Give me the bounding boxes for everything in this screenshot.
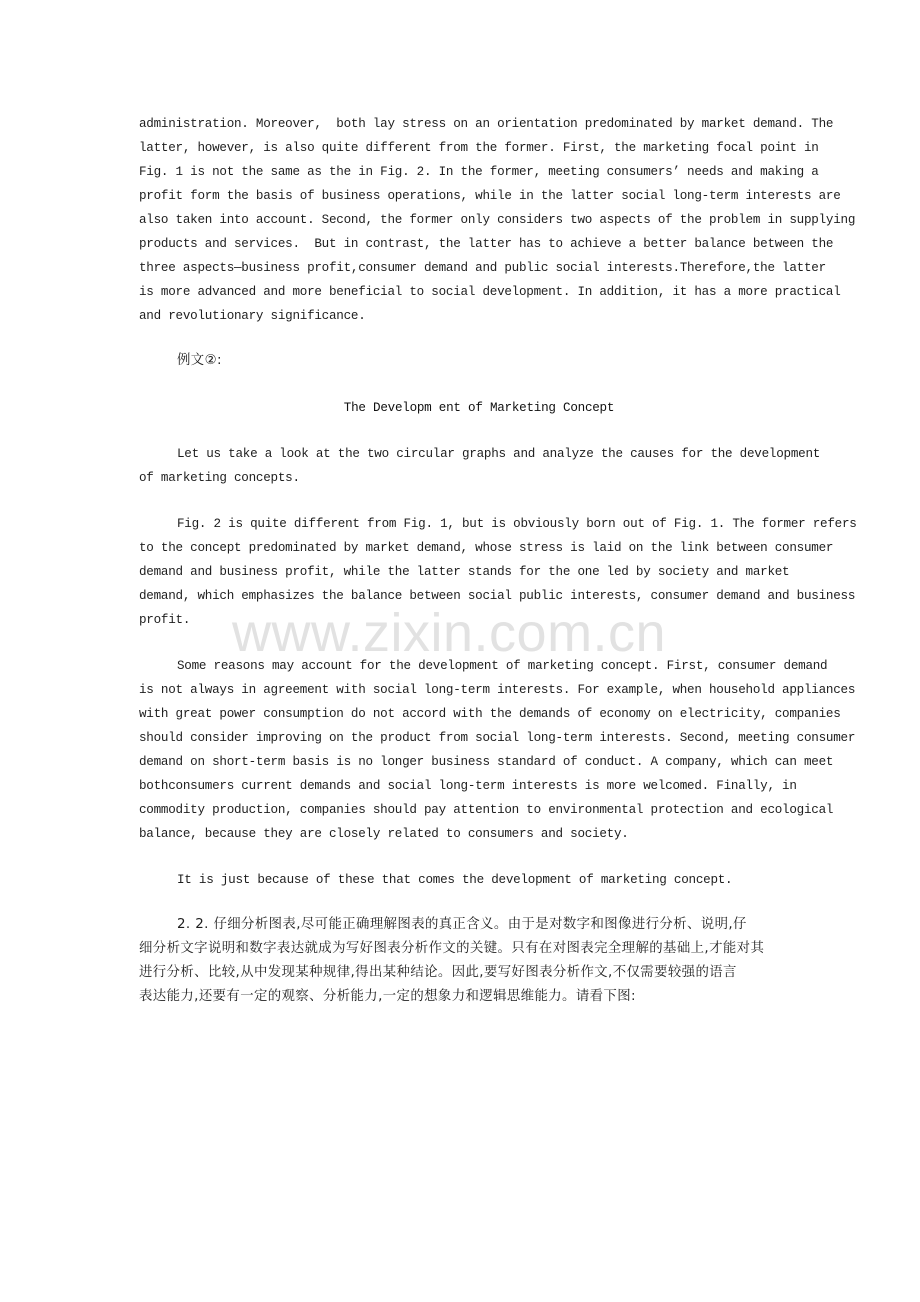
- example-label: 例文②:: [177, 353, 222, 368]
- text-line: to the concept predominated by market demand, whose stress is laid on the link between consumer: [139, 541, 834, 555]
- text-line: also taken into account. Second, the former only considers two aspects of the problem in supplying: [139, 213, 856, 227]
- text-line: is more advanced and more beneficial to social development. In addition, it has a more practical: [139, 285, 841, 299]
- text-line: and revolutionary significance.: [139, 309, 366, 323]
- text-line: commodity production, companies should pay attention to environmental protection and ecological: [139, 803, 834, 817]
- text-line: It is just because of these that comes the development of marketing concept.: [177, 873, 733, 887]
- text-line: Fig. 1 is not the same as the in Fig. 2. In the former, meeting consumers’ needs and making a: [139, 165, 819, 179]
- text-line: demand on short-term basis is no longer business standard of conduct. A company, which can meet: [139, 755, 834, 769]
- text-line: Fig. 2 is quite different from Fig. 1, but is obviously born out of Fig. 1. The former refers: [177, 517, 857, 531]
- watermark: www.zixin.com.cn: [232, 603, 667, 663]
- essay-title: The Developm ent of Marketing Concept: [343, 401, 615, 415]
- text-line: Let us take a look at the two circular graphs and analyze the causes for the development: [177, 447, 821, 461]
- text-line: profit form the basis of business operations, while in the latter social long-term interests are: [139, 189, 841, 203]
- text-line: latter, however, is also quite different from the former. First, the marketing focal point in: [139, 141, 819, 155]
- text-line: 细分析文字说明和数字表达就成为写好图表分析作文的关键。只有在对图表完全理解的基础上,才能对其: [139, 941, 765, 956]
- text-line: administration. Moreover, both lay stress on an orientation predominated by market demand. The: [139, 117, 834, 131]
- text-line: bothconsumers current demands and social long-term interests is more welcomed. Finally, in: [139, 779, 797, 793]
- text-line: with great power consumption do not accord with the demands of economy on electricity, companies: [139, 707, 841, 721]
- text-line: three aspects—business profit,consumer demand and public social interests.Therefore,the latter: [139, 261, 826, 275]
- text-line: demand, which emphasizes the balance between social public interests, consumer demand and business: [139, 589, 856, 603]
- text-line: 表达能力,还要有一定的观察、分析能力,一定的想象力和逻辑思维能力。请看下图:: [139, 989, 636, 1004]
- text-line: Some reasons may account for the development of marketing concept. First, consumer demand: [177, 659, 828, 673]
- text-line: 2. 2. 仔细分析图表,尽可能正确理解图表的真正含义。由于是对数字和图像进行分析、说明,仔: [177, 917, 747, 932]
- text-line: profit.: [139, 613, 191, 627]
- text-line: products and services. But in contrast, the latter has to achieve a better balance between the: [139, 237, 834, 251]
- text-line: demand and business profit, while the latter stands for the one led by society and market: [139, 565, 790, 579]
- text-line: 进行分析、比较,从中发现某种规律,得出某种结论。因此,要写好图表分析作文,不仅需要较强的语言: [139, 965, 737, 980]
- text-line: of marketing concepts.: [139, 471, 300, 485]
- text-line: is not always in agreement with social long-term interests. For example, when household appliances: [139, 683, 856, 697]
- text-line: should consider improving on the product from social long-term interests. Second, meeting consumer: [139, 731, 856, 745]
- text-line: balance, because they are closely related to consumers and society.: [139, 827, 629, 841]
